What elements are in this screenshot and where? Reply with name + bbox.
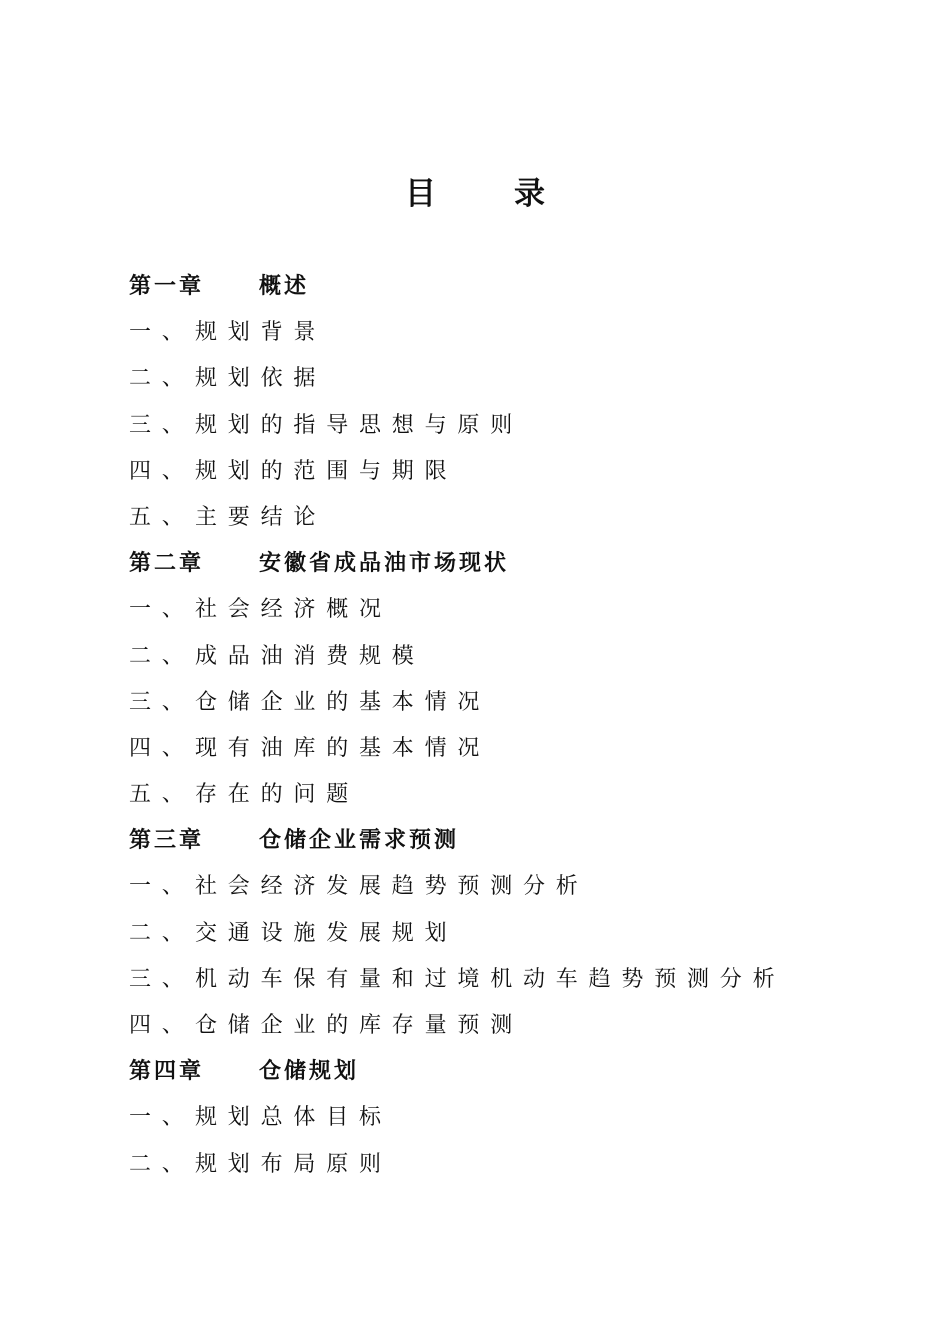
section-title: 交通设施发展规划 [195,920,458,946]
toc-section[interactable] [129,1142,785,1188]
section-title: 规划的指导思想与原则 [195,412,524,438]
chapter-number: 第二章 [129,551,205,577]
section-number: 三、 [129,412,195,438]
section-number: 四、 [129,735,195,761]
section-number: 四、 [129,1013,195,1038]
section-title: 存在的问题 [195,782,360,808]
chapter-title: 概述 [259,274,310,299]
section-number: 一、 [129,597,195,623]
section-number: 三、 [129,966,195,992]
section-number: 五、 [129,782,195,808]
section-title: 仓储企业的基本情况 [195,689,491,715]
section-number: 三、 [129,689,195,715]
toc-section[interactable] [129,356,785,402]
section-number: 一、 [129,320,195,346]
section-number: 五、 [129,504,195,530]
toc-section[interactable] [129,864,785,910]
toc-chapter[interactable] [129,541,785,587]
chapter-number: 第四章 [129,1059,205,1085]
section-number: 二、 [129,1151,195,1177]
toc-chapter[interactable] [129,1049,785,1095]
section-number: 二、 [129,366,195,392]
section-title: 机动车保有量和过境机动车趋势预测分析 [195,966,786,992]
section-title: 规划总体目标 [195,1105,392,1131]
toc-section[interactable] [129,1003,785,1049]
section-title: 规划布局原则 [195,1151,392,1177]
section-title: 成品油消费规模 [195,643,425,669]
title-gap [436,172,514,216]
chapter-number: 第一章 [129,274,205,299]
section-title: 规划背景 [195,320,327,346]
toc-section[interactable] [129,772,785,818]
chapter-title: 安徽省成品油市场现状 [259,551,510,577]
section-title: 现有油库的基本情况 [195,735,491,761]
section-number: 一、 [129,1105,195,1131]
chapter-title: 仓储规划 [259,1059,360,1085]
section-title: 规划的范围与期限 [195,458,458,484]
section-number: 一、 [129,874,195,900]
toc-section[interactable] [129,495,785,541]
section-title: 仓储企业的库存量预测 [195,1013,524,1038]
section-title: 主要结论 [195,504,327,530]
section-number: 四、 [129,458,195,484]
toc-chapter[interactable] [129,818,785,864]
toc-section[interactable] [129,403,785,449]
section-number: 二、 [129,920,195,946]
toc-section[interactable] [129,1095,785,1141]
section-title: 社会经济概况 [195,597,392,623]
chapter-number: 第三章 [129,828,205,854]
toc-section[interactable] [129,634,785,680]
toc-section[interactable] [129,957,785,1003]
chapter-title: 仓储企业需求预测 [259,828,460,854]
title-char-2: 录 [514,176,545,212]
section-title: 规划依据 [195,366,327,392]
table-of-contents [129,264,785,1188]
toc-chapter[interactable] [129,264,785,310]
toc-section[interactable] [129,911,785,957]
toc-section[interactable] [129,587,785,633]
section-number: 二、 [129,643,195,669]
toc-section[interactable] [129,310,785,356]
toc-section[interactable] [129,680,785,726]
section-title: 社会经济发展趋势预测分析 [195,874,589,900]
title-char-1: 目 [405,176,436,212]
page-title [0,172,950,216]
toc-section[interactable] [129,726,785,772]
toc-section[interactable] [129,449,785,495]
